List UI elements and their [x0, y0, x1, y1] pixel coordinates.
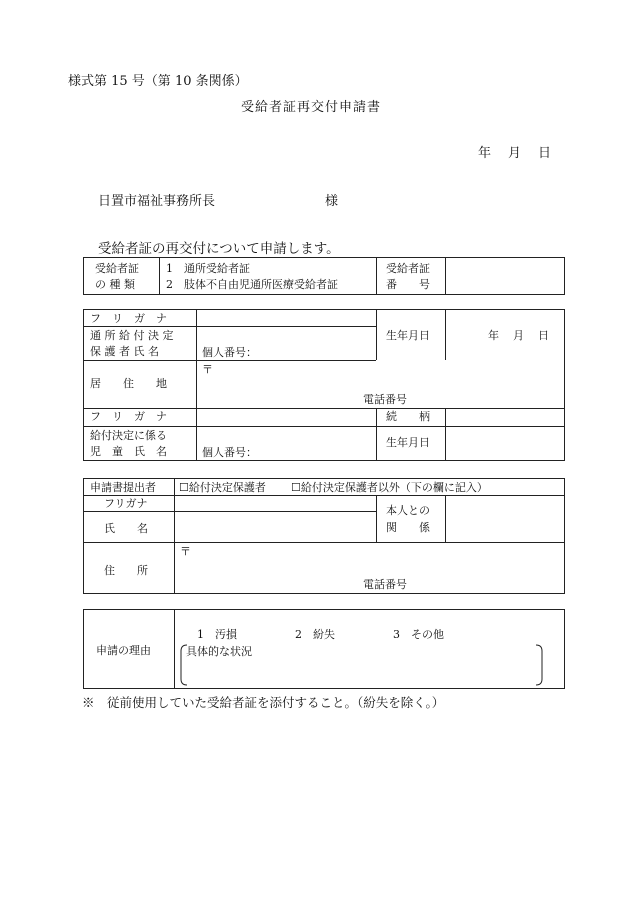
furigana-label-2: フ リ ガ ナ	[90, 410, 167, 423]
submitter-label: 申請書提出者	[90, 481, 156, 494]
reason-option-lost[interactable]: 2 紛失	[295, 628, 335, 641]
child-name-label-1: 給付決定に係る	[90, 429, 167, 442]
form-number: 様式第 15 号（第 10 条関係）	[68, 74, 248, 89]
postal-mark-1: 〒	[202, 363, 213, 376]
furigana-label-1: フ リ ガ ナ	[90, 312, 167, 325]
submitter-furigana-label: フリガナ	[104, 497, 148, 510]
reason-label: 申請の理由	[96, 644, 151, 657]
certificate-type-table	[83, 257, 565, 295]
birthdate-day-1[interactable]: 日	[538, 329, 549, 342]
reason-table	[83, 609, 565, 689]
phone-label-1: 電話番号	[363, 393, 407, 406]
postal-mark-2: 〒	[180, 545, 191, 558]
cert-type-label-2: の 種 類	[95, 278, 135, 291]
form-title: 受給者証再交付申請書	[241, 100, 382, 115]
residence-label: 居 住 地	[90, 377, 167, 390]
right-bracket-icon	[534, 644, 544, 686]
honorific: 様	[325, 194, 339, 209]
birthdate-month-1[interactable]: 月	[513, 329, 524, 342]
date-month[interactable]: 月	[508, 146, 522, 161]
submitter-name-label: 氏 名	[104, 522, 148, 535]
cert-type-label-1: 受給者証	[95, 262, 139, 275]
relationship-label: 続 柄	[386, 410, 430, 423]
addressee: 日置市福祉事務所長	[98, 194, 216, 209]
submitter-address-label: 住 所	[104, 564, 148, 577]
reason-detail-field[interactable]	[188, 650, 532, 684]
cert-option-2[interactable]: 2 肢体不自由児通所医療受給者証	[166, 278, 338, 291]
intro-text: 受給者証の再交付について申請します。	[98, 241, 340, 257]
cert-number-label-1: 受給者証	[386, 262, 430, 275]
date-year[interactable]: 年	[478, 146, 492, 161]
relation-label-1: 本人との	[386, 504, 430, 517]
option-other-checkbox[interactable]: ☐給付決定保護者以外（下の欄に記入）	[291, 481, 488, 494]
date-day[interactable]: 日	[538, 146, 552, 161]
reason-option-damage[interactable]: 1 汚損	[197, 628, 237, 641]
footnote: ※ 従前使用していた受給者証を添付すること。（紛失を除く。）	[82, 695, 445, 710]
guardian-name-label-1: 通 所 給 付 決 定	[90, 329, 174, 342]
applicant-info-table	[83, 309, 565, 461]
my-number-label-2: 個人番号：	[202, 446, 257, 459]
relation-label-2: 関 係	[386, 521, 430, 534]
birthdate-label-1: 生年月日	[386, 329, 430, 342]
guardian-name-label-2: 保 護 者 氏 名	[90, 345, 159, 358]
cert-option-1[interactable]: 1 通所受給者証	[166, 262, 250, 275]
reason-option-other[interactable]: 3 その他	[393, 628, 444, 641]
birthdate-label-2: 生年月日	[386, 436, 430, 449]
cert-number-label-2: 番 号	[386, 278, 430, 291]
birthdate-year-1[interactable]: 年	[488, 329, 499, 342]
my-number-label-1: 個人番号：	[202, 346, 257, 359]
child-name-label-2: 児 童 氏 名	[90, 445, 167, 458]
phone-label-2: 電話番号	[363, 578, 407, 591]
detail-label: 具体的な状況	[186, 645, 252, 658]
submitter-table	[83, 478, 565, 594]
option-guardian-checkbox[interactable]: ☐給付決定保護者	[179, 481, 266, 494]
